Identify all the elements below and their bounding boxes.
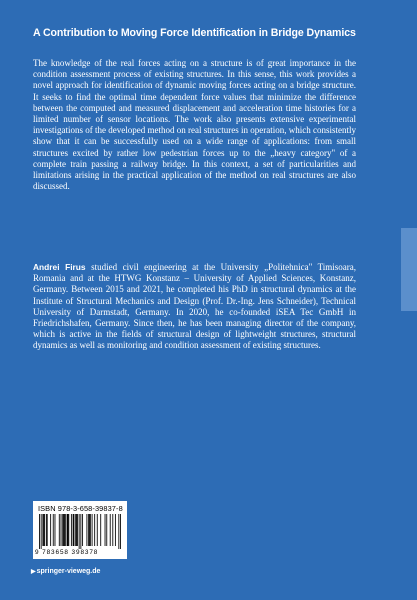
barcode-bar xyxy=(110,514,111,546)
barcode-bar xyxy=(89,514,90,546)
barcode-bar xyxy=(77,514,78,546)
barcode-bar xyxy=(41,514,42,549)
barcode-bar xyxy=(67,514,68,546)
barcode-bar xyxy=(80,514,81,549)
barcode-bar xyxy=(68,514,69,546)
barcode-bar xyxy=(67,514,68,546)
barcode-bar xyxy=(73,514,74,546)
author-bio: studied civil engineering at the University „Politehnica" Timisoara, Romania and at the HTWG Konstanz – University of Applied Sciences, Konstanz, Germany. Between 2015 and 2021, he completed his PhD in structural dynamics at the Institute of Structural Mechanics and Design (Prof. Dr.-Ing. Jens Schneider), Technical University of Darmstadt, Germany. In 2020, he co-founded iSEA Tec GmbH in Friedrichshafen, Germany. Since then, he has been managing director of the company, which is active in the fields of structural design of lightweight structures, structural dynamics as well as monitoring and condition assessment of existing structures. xyxy=(33,262,357,351)
author-bio-paragraph xyxy=(33,262,356,352)
barcode-bar xyxy=(86,514,87,546)
barcode-digits: 9 783658 398378 xyxy=(35,549,99,556)
barcode-bar xyxy=(39,514,40,549)
barcode-bar xyxy=(63,514,64,546)
barcode-bar xyxy=(55,514,56,546)
barcode-bar xyxy=(100,514,101,546)
barcode-bar xyxy=(94,514,95,546)
barcode-bar xyxy=(92,514,93,546)
barcode-bar xyxy=(44,514,45,546)
book-abstract: The knowledge of the real forces acting on a structure is of great importance in the condition assessment process of existing structures. In this sense, this work provides a novel approach for identification of dynamic moving forces acting on a bridge structure. It seeks to find the optimal time dependent force values that minimize the difference between the computed and measured displacement and acceleration time histories for a limited number of sensor locations. The work also presents extensive experimental investigations of the developed method on real structures in operation, which consistently show that it can be successfully used on a wide range of applications: from small structures excited by rather low pedestrian forces up to the „heavy category" of a complete train passing a railway bridge. In this context, a set of particularities and limitations arising in the practical application of the method on real structures are also discussed. xyxy=(33,58,356,192)
barcode-bar xyxy=(46,514,47,546)
barcode-bar xyxy=(71,514,72,546)
barcode-bar xyxy=(115,514,116,546)
barcode-icon xyxy=(39,514,121,549)
barcode-block xyxy=(33,501,127,559)
author-name: Andrei Firus xyxy=(33,262,86,272)
barcode-bar xyxy=(88,514,89,546)
barcode-bar xyxy=(106,514,107,546)
barcode-bar xyxy=(65,514,66,546)
barcode-bar xyxy=(59,514,60,546)
barcode-bar xyxy=(75,514,76,546)
barcode-bar xyxy=(112,514,113,546)
isbn-label: ISBN 978-3-658-39837-8 xyxy=(38,504,123,513)
barcode-bar xyxy=(105,514,106,546)
barcode-bar xyxy=(76,514,77,546)
barcode-bar xyxy=(43,514,44,546)
barcode-bar xyxy=(50,514,51,546)
barcode-bar xyxy=(62,514,63,546)
barcode-bar xyxy=(53,514,54,546)
barcode-bar xyxy=(97,514,98,546)
barcode-bar xyxy=(42,514,43,546)
book-title: A Contribution to Moving Force Identification in Bridge Dynamics xyxy=(33,27,356,39)
barcode-bar xyxy=(120,514,121,549)
barcode-bar xyxy=(118,514,119,549)
triangle-right-icon: ▶ xyxy=(31,569,36,575)
barcode-bar xyxy=(82,514,83,546)
publisher-website-text: springer-vieweg.de xyxy=(36,568,101,575)
barcode-bar xyxy=(61,514,62,546)
publisher-website[interactable] xyxy=(31,568,100,575)
side-color-tab xyxy=(401,228,417,311)
barcode-bar xyxy=(90,514,91,546)
barcode-bar xyxy=(74,514,75,546)
barcode-bar xyxy=(64,514,65,546)
barcode-bar xyxy=(47,514,48,546)
barcode-bar xyxy=(79,514,80,549)
